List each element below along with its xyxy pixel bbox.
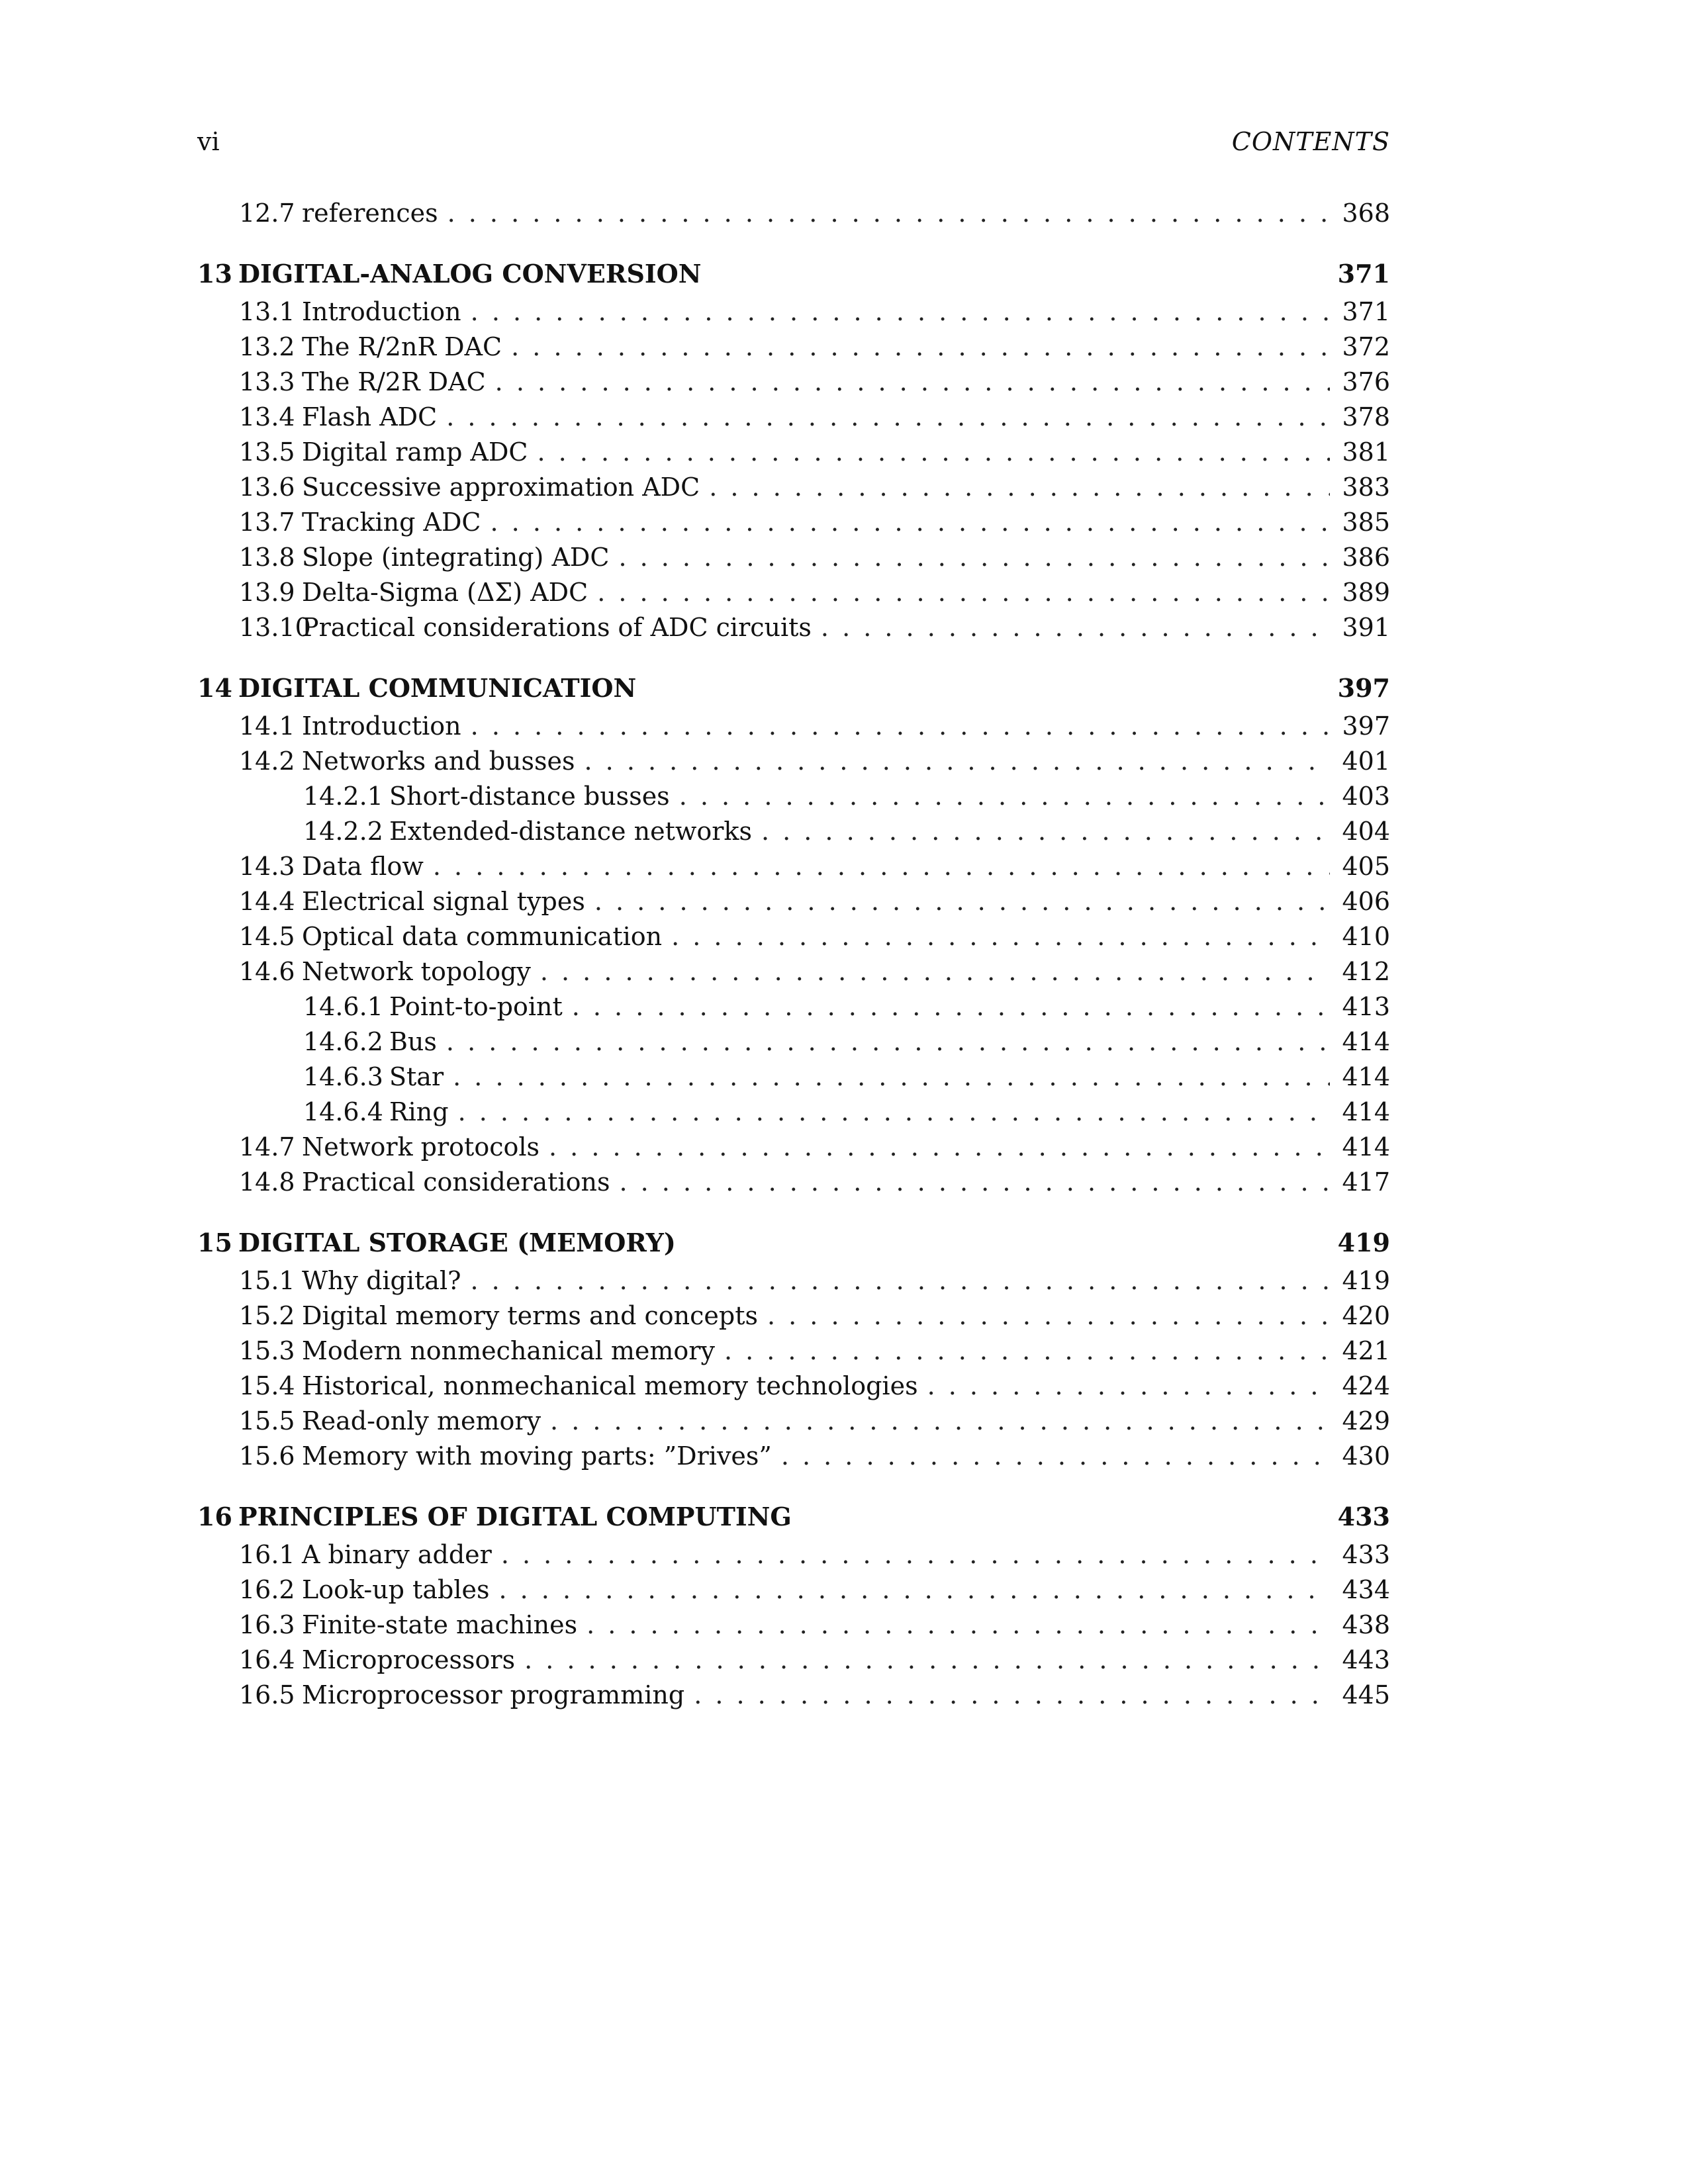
page-number: vi (197, 127, 220, 156)
dot-leader (491, 508, 1331, 537)
toc-entry[interactable] (197, 1441, 1390, 1477)
toc-entry-number: 13.7 (239, 508, 295, 537)
chapter-number: 15 (197, 1228, 232, 1257)
page-header (197, 127, 1390, 167)
dot-leader (524, 1645, 1330, 1674)
dot-leader (471, 297, 1331, 326)
toc-entry-page: 420 (1342, 1301, 1390, 1330)
toc-chapter-14[interactable] (197, 673, 1390, 711)
toc-entry-page: 378 (1342, 402, 1390, 432)
dot-leader (694, 1680, 1330, 1709)
dot-leader (495, 367, 1331, 396)
toc-entry-title: Digital ramp ADC (302, 437, 528, 467)
toc-entry-title: Short-distance busses (389, 782, 670, 811)
toc-chapter-16[interactable] (197, 1502, 1390, 1540)
chapter-page: 419 (1337, 1228, 1390, 1257)
toc-chapter-13[interactable] (197, 259, 1390, 297)
toc-entry-number: 14.3 (239, 852, 295, 881)
toc-entry-number: 13.9 (239, 578, 295, 607)
toc-entry-page: 386 (1342, 543, 1390, 572)
toc-entry-page: 389 (1342, 578, 1390, 607)
toc-entry[interactable] (197, 887, 1390, 922)
toc-entry[interactable] (197, 1167, 1390, 1203)
dot-leader (927, 1371, 1331, 1400)
toc-entry-number: 14.8 (239, 1167, 295, 1197)
toc-entry-title: Data flow (302, 852, 424, 881)
toc-entry[interactable] (197, 1301, 1390, 1336)
toc-entry-page: 391 (1342, 613, 1390, 642)
chapter-number: 16 (197, 1502, 232, 1531)
toc-entry-title: references (302, 199, 438, 228)
toc-entry-page: 414 (1342, 1132, 1390, 1161)
toc-entry-page: 443 (1342, 1645, 1390, 1674)
toc-chapter-15[interactable] (197, 1228, 1390, 1266)
toc-entry[interactable] (197, 1371, 1390, 1406)
toc-entry-number: 13.8 (239, 543, 295, 572)
toc-entry-number: 14.6.1 (303, 992, 383, 1021)
toc-entry-number: 16.3 (239, 1610, 295, 1639)
toc-entry-number: 14.6.4 (303, 1097, 383, 1126)
toc-entry-number: 13.6 (239, 473, 295, 502)
toc-entry-page: 445 (1342, 1680, 1390, 1709)
chapter-title: DIGITAL COMMUNICATION (238, 673, 637, 703)
toc-entry[interactable] (197, 578, 1390, 613)
toc-entry[interactable] (197, 1610, 1390, 1645)
toc-entry-title: Finite-state machines (302, 1610, 578, 1639)
toc-entry-title: Flash ADC (302, 402, 438, 432)
toc-entry-page: 372 (1342, 332, 1390, 361)
dot-leader (447, 199, 1331, 228)
chapter-title: DIGITAL-ANALOG CONVERSION (238, 259, 702, 289)
toc-entry-page: 403 (1342, 782, 1390, 811)
toc-entry-number: 14.4 (239, 887, 295, 916)
toc-entry-number: 14.7 (239, 1132, 295, 1161)
toc-entry-title: Extended-distance networks (389, 817, 752, 846)
dot-leader (458, 1097, 1331, 1126)
toc-entry-title: Bus (389, 1027, 437, 1056)
toc-entry-page: 412 (1342, 957, 1390, 986)
toc-entry[interactable] (197, 711, 1390, 747)
toc-entry[interactable] (197, 437, 1390, 473)
dot-leader (572, 992, 1331, 1021)
toc-entry-number: 13.3 (239, 367, 295, 396)
toc-entry-title: Tracking ADC (302, 508, 481, 537)
chapter-title: DIGITAL STORAGE (MEMORY) (238, 1228, 676, 1257)
dot-leader (618, 543, 1330, 572)
toc-entry[interactable] (197, 1406, 1390, 1441)
toc-entry-title: Practical considerations (302, 1167, 610, 1197)
chapter-page: 397 (1337, 673, 1390, 703)
dot-leader (471, 1266, 1331, 1295)
toc-entry-page: 430 (1342, 1441, 1390, 1471)
toc-entry-title: Memory with moving parts: ”Drives” (302, 1441, 772, 1471)
dot-leader (679, 782, 1331, 811)
toc-entry-page: 419 (1342, 1266, 1390, 1295)
toc-entry-number: 15.1 (239, 1266, 295, 1295)
toc-entry-page: 376 (1342, 367, 1390, 396)
toc-entry[interactable] (197, 1575, 1390, 1610)
toc-entry-title: Microprocessor programming (302, 1680, 685, 1709)
toc-entry-title: Modern nonmechanical memory (302, 1336, 715, 1365)
toc-entry-page: 381 (1342, 437, 1390, 467)
chapter-page: 433 (1337, 1502, 1390, 1531)
toc-entry-page: 405 (1342, 852, 1390, 881)
toc-entry-page: 371 (1342, 297, 1390, 326)
toc-entry-page: 421 (1342, 1336, 1390, 1365)
toc-entry-page: 414 (1342, 1097, 1390, 1126)
toc-entry[interactable] (197, 543, 1390, 578)
toc-entry[interactable] (197, 852, 1390, 887)
dot-leader (446, 1027, 1331, 1056)
toc-entry[interactable] (197, 332, 1390, 367)
toc-entry[interactable] (197, 747, 1390, 782)
toc-entry-page: 414 (1342, 1062, 1390, 1091)
toc-entry-title: Network protocols (302, 1132, 540, 1161)
toc-subentry[interactable] (197, 1062, 1390, 1097)
toc-entry[interactable] (197, 1336, 1390, 1371)
toc-entry-number: 15.6 (239, 1441, 295, 1471)
dot-leader (597, 578, 1330, 607)
toc-entry[interactable] (197, 402, 1390, 437)
table-of-contents (197, 199, 1390, 1715)
running-title: CONTENTS (1231, 127, 1390, 156)
toc-entry[interactable] (197, 367, 1390, 402)
toc-entry-page: 414 (1342, 1027, 1390, 1056)
toc-entry-title: Digital memory terms and concepts (302, 1301, 758, 1330)
toc-entry-title: Star (389, 1062, 444, 1091)
toc-entry-number: 14.2.2 (303, 817, 383, 846)
toc-entry[interactable] (197, 508, 1390, 543)
toc-entry-number: 14.2.1 (303, 782, 383, 811)
toc-entry-title: Delta-Sigma (ΔΣ) ADC (302, 578, 588, 607)
toc-entry-title: Point-to-point (389, 992, 563, 1021)
toc-subentry[interactable] (197, 1027, 1390, 1062)
toc-entry-number: 13.4 (239, 402, 295, 432)
toc-entry-number: 14.6.2 (303, 1027, 383, 1056)
toc-entry-title: A binary adder (302, 1540, 492, 1569)
dot-leader (538, 437, 1331, 467)
toc-entry[interactable] (197, 1540, 1390, 1575)
dot-leader (471, 711, 1331, 741)
toc-entry[interactable] (197, 199, 1390, 234)
toc-entry[interactable] (197, 922, 1390, 957)
toc-entry-number: 15.3 (239, 1336, 295, 1365)
toc-entry-page: 383 (1342, 473, 1390, 502)
dot-leader (540, 957, 1331, 986)
toc-entry-title: Historical, nonmechanical memory technologies (302, 1371, 918, 1400)
dot-leader (761, 817, 1331, 846)
toc-entry-number: 13.5 (239, 437, 295, 467)
toc-subentry[interactable] (197, 817, 1390, 852)
toc-entry-title: Slope (integrating) ADC (302, 543, 610, 572)
toc-entry-number: 15.5 (239, 1406, 295, 1435)
toc-entry-page: 385 (1342, 508, 1390, 537)
toc-entry-number: 16.4 (239, 1645, 295, 1674)
dot-leader (671, 922, 1330, 951)
toc-entry-title: The R/2R DAC (302, 367, 486, 396)
toc-entry-title: Introduction (302, 297, 461, 326)
toc-entry-title: Successive approximation ADC (302, 473, 700, 502)
toc-entry-number: 13.1 (239, 297, 295, 326)
toc-entry-page: 406 (1342, 887, 1390, 916)
dot-leader (781, 1441, 1331, 1471)
toc-entry-title: Why digital? (302, 1266, 461, 1295)
toc-entry-page: 401 (1342, 747, 1390, 776)
toc-entry[interactable] (197, 1266, 1390, 1301)
toc-entry-title: Practical considerations of ADC circuits (302, 613, 812, 642)
dot-leader (724, 1336, 1331, 1365)
toc-subentry[interactable] (197, 1097, 1390, 1132)
toc-entry[interactable] (197, 1680, 1390, 1715)
toc-entry-number: 14.1 (239, 711, 295, 741)
toc-entry-title: The R/2nR DAC (302, 332, 502, 361)
toc-entry-page: 404 (1342, 817, 1390, 846)
toc-entry-number: 13.2 (239, 332, 295, 361)
dot-leader (586, 1610, 1330, 1639)
toc-entry[interactable] (197, 613, 1390, 648)
toc-entry[interactable] (197, 1132, 1390, 1167)
toc-entry-number: 14.5 (239, 922, 295, 951)
toc-entry-page: 417 (1342, 1167, 1390, 1197)
toc-entry-number: 16.1 (239, 1540, 295, 1569)
toc-entry-page: 434 (1342, 1575, 1390, 1604)
chapter-number: 14 (197, 673, 232, 703)
dot-leader (767, 1301, 1330, 1330)
dot-leader (498, 1575, 1330, 1604)
toc-entry-number: 12.7 (239, 199, 295, 228)
toc-entry-title: Microprocessors (302, 1645, 516, 1674)
toc-entry-page: 433 (1342, 1540, 1390, 1569)
toc-entry-page: 413 (1342, 992, 1390, 1021)
dot-leader (619, 1167, 1330, 1197)
toc-entry-title: Read-only memory (302, 1406, 541, 1435)
toc-entry-number: 14.6 (239, 957, 295, 986)
toc-entry[interactable] (197, 473, 1390, 508)
dot-leader (709, 473, 1330, 502)
toc-entry-number: 16.5 (239, 1680, 295, 1709)
toc-entry-number: 16.2 (239, 1575, 295, 1604)
toc-entry-page: 397 (1342, 711, 1390, 741)
dot-leader (821, 613, 1331, 642)
toc-entry-page: 424 (1342, 1371, 1390, 1400)
toc-entry-title: Network topology (302, 957, 531, 986)
dot-leader (549, 1132, 1330, 1161)
dot-leader (594, 887, 1331, 916)
toc-entry-title: Networks and busses (302, 747, 575, 776)
toc-subentry[interactable] (197, 782, 1390, 817)
toc-entry[interactable] (197, 297, 1390, 332)
toc-entry-number: 15.2 (239, 1301, 295, 1330)
dot-leader (511, 332, 1330, 361)
dot-leader (585, 747, 1331, 776)
chapter-page: 371 (1337, 259, 1390, 289)
dot-leader (501, 1540, 1331, 1569)
toc-entry-page: 410 (1342, 922, 1390, 951)
dot-leader (433, 852, 1331, 881)
toc-entry-page: 429 (1342, 1406, 1390, 1435)
toc-entry-number: 15.4 (239, 1371, 295, 1400)
chapter-title: PRINCIPLES OF DIGITAL COMPUTING (238, 1502, 792, 1531)
toc-entry-title: Look-up tables (302, 1575, 490, 1604)
toc-entry-title: Ring (389, 1097, 449, 1126)
toc-entry-page: 438 (1342, 1610, 1390, 1639)
dot-leader (550, 1406, 1330, 1435)
toc-entry[interactable] (197, 1645, 1390, 1680)
toc-entry-number: 13.10 (239, 613, 311, 642)
toc-entry[interactable] (197, 957, 1390, 992)
toc-entry-page: 368 (1342, 199, 1390, 228)
toc-entry-title: Optical data communication (302, 922, 663, 951)
toc-entry-title: Introduction (302, 711, 461, 741)
dot-leader (453, 1062, 1330, 1091)
dot-leader (446, 402, 1330, 432)
toc-subentry[interactable] (197, 992, 1390, 1027)
toc-entry-number: 14.2 (239, 747, 295, 776)
chapter-number: 13 (197, 259, 232, 289)
toc-entry-title: Electrical signal types (302, 887, 585, 916)
toc-entry-number: 14.6.3 (303, 1062, 383, 1091)
